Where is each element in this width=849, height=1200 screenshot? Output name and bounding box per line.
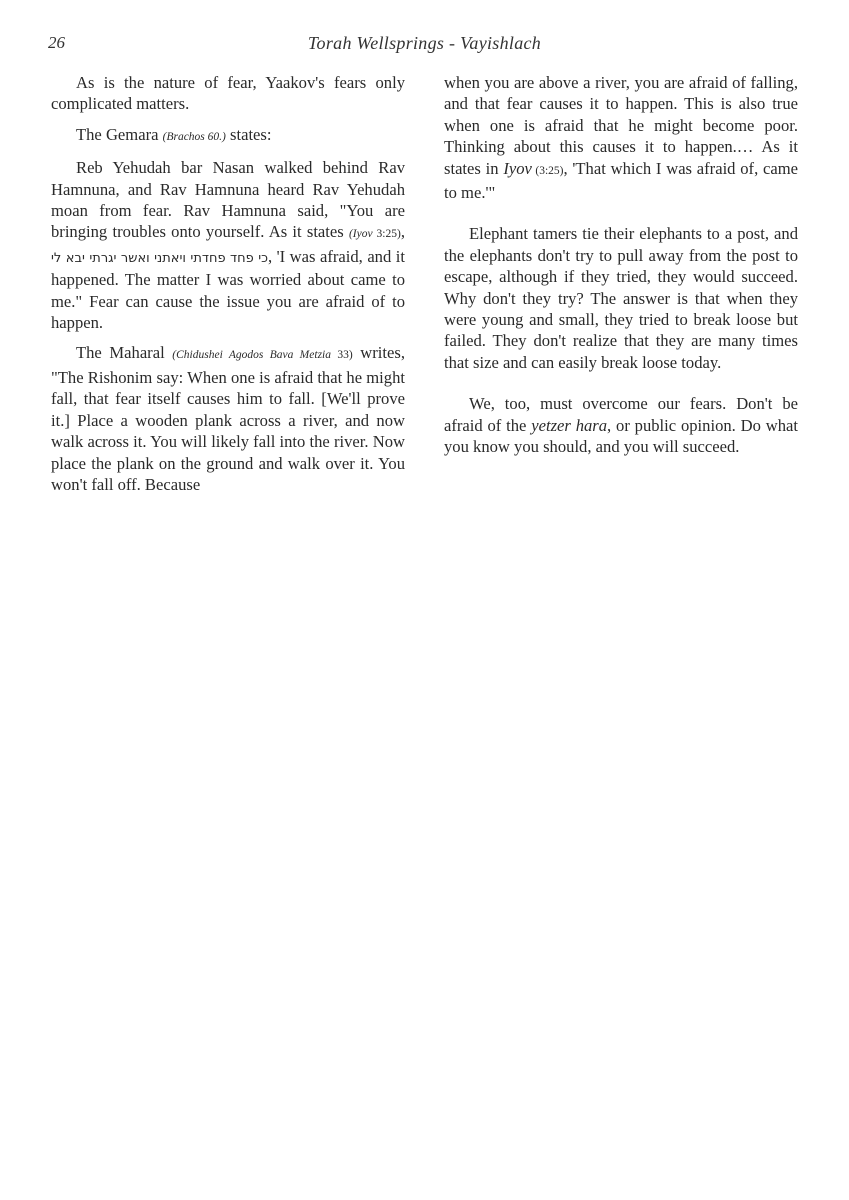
paragraph-text: We, too, must overcome our fears. Don't be afraid of the: [444, 394, 798, 435]
paragraph: [51, 342, 405, 495]
paragraph: [51, 124, 405, 148]
left-column: [51, 72, 405, 504]
citation-number: 3:25): [372, 228, 401, 241]
page-number: 26: [48, 33, 65, 52]
paragraph-text: As is the nature of fear, Yaakov's fears only complicated matters.: [51, 73, 405, 114]
paragraph-text: when you are above a river, you are afraid of falling, and that fear causes it to happen. This is also true when one is afraid that he might become poor. Thinking about this causes it to happen.… As it states in: [444, 73, 798, 178]
citation: (Iyov: [348, 228, 373, 241]
paragraph-text: Reb Yehudah bar Nasan walked behind Rav Hamnuna, and Rav Hamnuna heard Rav Yehudah moan from fear. Rav Hamnuna said, "You are bringing troubles onto yourself. As it states: [51, 158, 405, 242]
hebrew-quote: כי פחד פחדתי ויאתני ואשר יגרתי יבא לי: [51, 250, 269, 266]
paragraph-text: , 'That which I was afraid of, came to me.'": [444, 158, 798, 203]
paragraph-text: The Gemara: [76, 124, 163, 144]
citation-number: (3:25): [531, 164, 564, 177]
citation: (Brachos 60.): [162, 130, 226, 143]
paragraph: [51, 157, 405, 333]
paragraph-text: states:: [225, 124, 272, 144]
source-name: Iyov: [503, 158, 532, 178]
running-title: Torah Wellsprings - Vayishlach: [307, 33, 542, 53]
page-header: [48, 33, 801, 57]
citation-number: 33): [331, 349, 353, 362]
paragraph-text: The Maharal: [76, 343, 173, 363]
paragraph-text: ,: [400, 222, 405, 242]
paragraph-text: , or public opinion. Do what you know you should, and you will succeed.: [444, 415, 798, 457]
paragraph-text: writes, "The Rishonim say: When one is afraid that he might fall, that fear itself causes him to fall. [We'll prove it.] Place a wooden plank across a river, and now walk across it. You will likely fall into the river. Now place the plank on the ground and walk over it. You won't fall off. Because: [51, 343, 405, 494]
paragraph-text: , 'I was afraid, and it happened. The matter I was worried about came to me." Fear can cause the issue you are afraid of to happen.: [51, 246, 405, 333]
paragraph: [444, 223, 798, 373]
paragraph: [444, 72, 798, 203]
paragraph: [51, 72, 405, 115]
paragraph: [444, 393, 798, 457]
paragraph-text: Elephant tamers tie their elephants to a post, and the elephants don't try to pull away from the post to escape, although if they tried, they would succeed. Why don't they try? The answer is that when they were young and small, they tried to break loose but failed. They don't realize that they are many times that size and can easily break loose today.: [444, 224, 798, 372]
citation: (Chidushei Agodos Bava Metzia: [172, 349, 331, 362]
right-column: [444, 72, 798, 467]
hebrew-term: yetzer hara: [531, 415, 608, 435]
